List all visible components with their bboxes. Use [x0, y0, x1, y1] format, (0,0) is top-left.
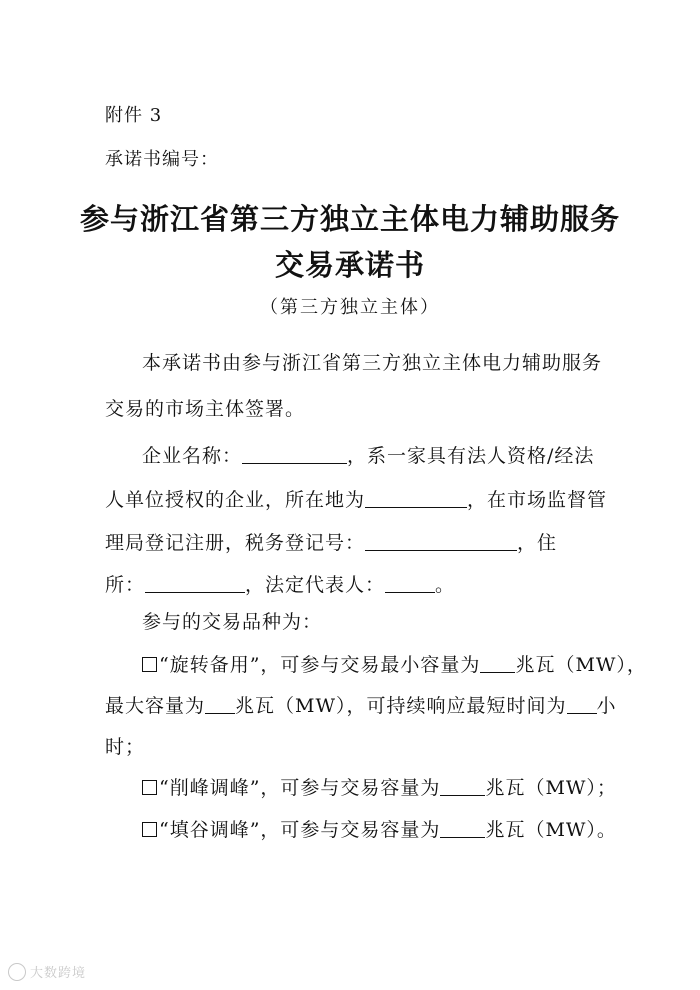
option-valley-filling — [142, 818, 617, 842]
location-label: 人单位授权的企业，所在地为 — [105, 489, 366, 511]
tax-number-blank[interactable] — [365, 531, 517, 551]
watermark-text: 大数跨境 — [30, 966, 87, 981]
attachment-label: 附件 3 — [105, 105, 163, 126]
company-info-line4 — [105, 573, 455, 597]
max-capacity-label: 最大容量为 — [105, 695, 206, 717]
company-name-blank[interactable] — [242, 444, 347, 464]
valley-filling-text: “填谷调峰”，可参与交易容量为 — [159, 819, 441, 841]
intro-paragraph-line2: 交易的市场主体签署。 — [105, 398, 306, 420]
address-label-end: 所： — [105, 574, 146, 596]
mw-unit-3: 兆瓦（MW）。 — [485, 819, 617, 841]
document-title-line2: 交易承诺书 — [274, 248, 425, 282]
min-capacity-blank[interactable] — [480, 653, 515, 673]
market-regulation-text: ，在市场监督管 — [467, 489, 608, 511]
company-info-line1 — [142, 444, 594, 468]
watermark-logo-icon — [8, 963, 26, 981]
option-spinning-reserve-line2 — [105, 694, 617, 718]
company-info-line3 — [105, 531, 557, 555]
document-subtitle: （第三方独立主体） — [260, 297, 440, 318]
period: 。 — [435, 574, 456, 596]
company-name-label: 企业名称： — [142, 445, 243, 467]
peak-shaving-capacity-blank[interactable] — [440, 776, 485, 796]
trading-types-heading: 参与的交易品种为： — [142, 611, 323, 633]
tax-registration-label: 理局登记注册，税务登记号： — [105, 532, 366, 554]
option-spinning-reserve-line3: 时； — [105, 736, 146, 758]
valley-filling-capacity-blank[interactable] — [440, 818, 485, 838]
commitment-number-label: 承诺书编号： — [105, 149, 219, 170]
peak-shaving-text: “削峰调峰”，可参与交易容量为 — [159, 777, 441, 799]
option-spinning-reserve-line1 — [142, 653, 647, 677]
hour-unit-start: 小 — [596, 695, 617, 717]
location-blank[interactable] — [365, 488, 467, 508]
address-blank[interactable] — [145, 573, 245, 593]
mw-unit-2: 兆瓦（MW）； — [485, 777, 617, 799]
address-label-start: ，住 — [517, 532, 558, 554]
spinning-reserve-checkbox[interactable] — [142, 657, 157, 672]
response-time-blank[interactable] — [567, 694, 597, 714]
company-info-line2 — [105, 488, 607, 512]
max-capacity-blank[interactable] — [205, 694, 235, 714]
peak-shaving-checkbox[interactable] — [142, 780, 157, 795]
legal-representative-blank[interactable] — [385, 573, 435, 593]
watermark — [8, 962, 86, 981]
option-peak-shaving — [142, 776, 617, 800]
spinning-reserve-text: “旋转备用”，可参与交易最小容量为 — [159, 654, 481, 676]
valley-filling-checkbox[interactable] — [142, 822, 157, 837]
legal-representative-label: ，法定代表人： — [245, 574, 386, 596]
mw-unit-1: 兆瓦（MW）， — [515, 654, 647, 676]
intro-paragraph-line1: 本承诺书由参与浙江省第三方独立主体电力辅助服务 — [142, 352, 603, 374]
response-time-text: 兆瓦（MW），可持续响应最短时间为 — [235, 695, 567, 717]
document-title-line1: 参与浙江省第三方独立主体电力辅助服务 — [79, 202, 620, 236]
company-qualification-text: ，系一家具有法人资格/经法 — [347, 445, 595, 467]
